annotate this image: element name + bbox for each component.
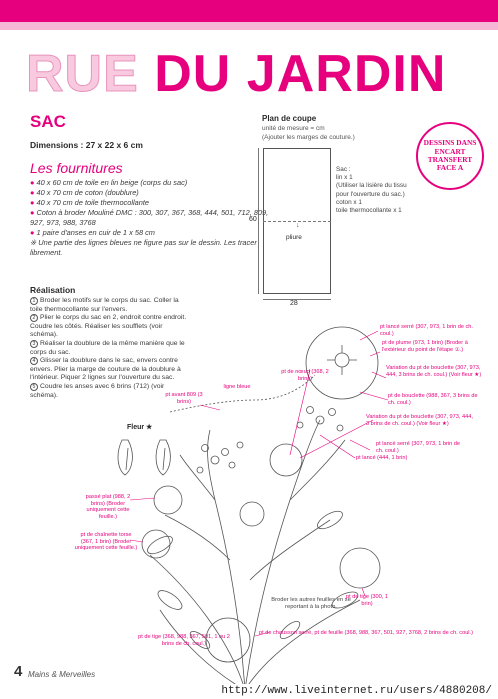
flower-shape — [337, 425, 343, 431]
supply-item: ● 40 x 60 cm de toile en lin beige (corps du sac) — [30, 178, 188, 187]
project-name: SAC — [30, 112, 66, 131]
flower-shape — [197, 467, 203, 473]
label-tige-left: pt de tige (368, 988, 367, 501, 1 ou 2 brins de ch. coul.) — [138, 634, 230, 647]
flower-shape — [297, 422, 303, 428]
top-color-band — [0, 0, 498, 22]
label-chausson: pt de chausson serré, pt de feuille (368, 988, 367, 501, 927, 3768, 2 brins de ch. coul.) — [259, 630, 473, 636]
fleur-label: Fleur ★ — [127, 424, 153, 431]
flower-shape — [229, 462, 235, 468]
flower-shape — [222, 449, 229, 456]
plan-fold-label: pliure — [286, 234, 302, 241]
leader-line — [360, 392, 388, 400]
detail-circle — [240, 502, 264, 526]
label-lance: pt lancé (444, 1 brin) — [356, 455, 408, 461]
leaf-shape — [145, 533, 175, 557]
page-number: 4 — [14, 663, 23, 680]
stem-path — [180, 455, 215, 500]
label-ligne-bleue: ligne bleue — [223, 384, 251, 390]
plan-legend: Sac : lin x 1 (Utiliser la lisière du tissu pour l'ouverture du sac.) coton x 1 toile thermocollante x 1 — [336, 166, 407, 215]
plan-subtitle: unité de mesure = cm (Ajouter les marges de couture.) — [262, 125, 355, 141]
leader-line — [370, 352, 380, 356]
detail-flower — [335, 353, 349, 367]
stem-path — [245, 420, 320, 684]
label-plume: pt de plume (973, 1 brin) (Broder à l'extérieur du point de l'étape ①.) — [382, 340, 468, 353]
project-dimensions: Dimensions : 27 x 22 x 6 cm — [30, 140, 143, 150]
flower-shape — [211, 456, 219, 464]
leader-line — [290, 370, 310, 455]
leaf-shape — [155, 587, 185, 613]
supplies-list — [30, 178, 270, 238]
detail-circle — [306, 327, 378, 399]
title-part-2: DU JARDIN — [154, 45, 447, 103]
label-lance-serre-1: pt lancé serré (307, 973, 1 brin de ch. coul.) — [380, 324, 473, 337]
leader-line — [200, 405, 220, 410]
flower-shape — [237, 442, 243, 448]
label-bouclette: pt de bouclette (988, 367, 3 brins de ch. coul.) — [388, 393, 478, 406]
plan-width-value: 28 — [290, 300, 298, 307]
stem-path — [250, 520, 330, 580]
label-chainette: pt de chaînette torse (367, 1 brin) (Broder uniquement cette feuille.) — [74, 532, 138, 552]
detail-circle — [154, 486, 182, 514]
title-part-1: RUE — [26, 45, 139, 103]
supplies-note: ※ Une partie des lignes bleues ne figure pas sur le dessin. Les tracer librement. — [30, 238, 257, 257]
label-tige-right: pt de tige (300, 1 brin) — [346, 594, 388, 607]
fold-arrow-icon: ↓ — [296, 222, 300, 229]
plan-title: Plan de coupe — [262, 114, 317, 123]
plan-height-value: 60 — [249, 216, 257, 223]
stem-path — [245, 600, 360, 684]
label-variation-bouclette-2: Variation du pt de bouclette (307, 973, 444, 3 brins de ch. coul.) (Voir fleur ★) — [366, 414, 473, 427]
label-passe-plat: passé plat (988, 2 brins) (Broder uniquement cette feuille.) — [85, 494, 131, 520]
label-autres-feuilles: Broder les autres feuilles en se reportant à la photo. — [271, 597, 351, 610]
leader-line — [372, 372, 386, 378]
supply-item: ● 40 x 70 cm de toile thermocollante — [30, 198, 150, 207]
label-noeud: pt de nœud (368, 2 brins) — [281, 369, 329, 382]
realisation-title: Réalisation — [30, 285, 76, 295]
badge-text: DESSINS DANS ENCART TRANSFERT FACE A — [423, 138, 477, 173]
supplies-title: Les fournitures — [30, 160, 123, 176]
plan-height-line — [258, 148, 259, 294]
step-item: 2 Plier le corps du sac en 2, endroit contre endroit. Coudre les côtés. Réaliser les soufflets (voir schéma). — [30, 314, 187, 339]
detail-circle — [340, 548, 380, 588]
magazine-name: Mains & Merveilles — [28, 670, 96, 679]
top-light-band — [0, 22, 498, 30]
leader-line — [350, 440, 370, 450]
fleur-sketch — [118, 440, 132, 475]
source-url[interactable]: http://www.liveinternet.ru/users/4880208/ — [0, 684, 498, 699]
label-avant: pt avant 809 (3 brins) — [165, 392, 203, 405]
detail-flower-petals — [327, 345, 357, 375]
label-variation-bouclette-1: Variation du pt de bouclette (307, 973, 444, 3 brins de ch. coul.) (Voir fleur ★) — [386, 365, 482, 378]
label-lance-serre-2: pt lancé serré (307, 973, 1 brin de ch. coul.) — [376, 441, 460, 454]
supply-item: ● 1 paire d'anses en cuir de 1 x 58 cm — [30, 228, 155, 237]
flower-shape — [307, 407, 314, 414]
step-item: 1 Broder les motifs sur le corps du sac. Coller la toile thermocollante sur l'envers. — [30, 297, 179, 313]
detail-circle — [270, 444, 302, 476]
detail-circle — [142, 530, 170, 558]
step-item: 5 Coudre les anses avec 6 brins (712) (voir schéma). — [30, 382, 165, 399]
page-title — [26, 46, 472, 102]
transfer-badge — [416, 122, 484, 190]
supply-item: ● Coton à broder Mouliné DMC : 300, 307, 367, 368, 444, 501, 712, 809, 927, 973, 988, 3768 — [30, 208, 269, 227]
step-item: 3 Réaliser la doublure de la même manière que le corps du sac. — [30, 339, 185, 356]
embroidery-diagram — [0, 300, 498, 684]
leader-line — [300, 420, 373, 458]
step-item: 4 Glisser la doublure dans le sac, envers contre envers. Plier la marge de couture de la doublure à l'intérieur. Piquer 2 lignes sur l'ouverture du sac. — [30, 357, 181, 382]
supply-item: ● 40 x 70 cm de coton (doublure) — [30, 188, 139, 197]
flower-shape — [329, 409, 336, 416]
